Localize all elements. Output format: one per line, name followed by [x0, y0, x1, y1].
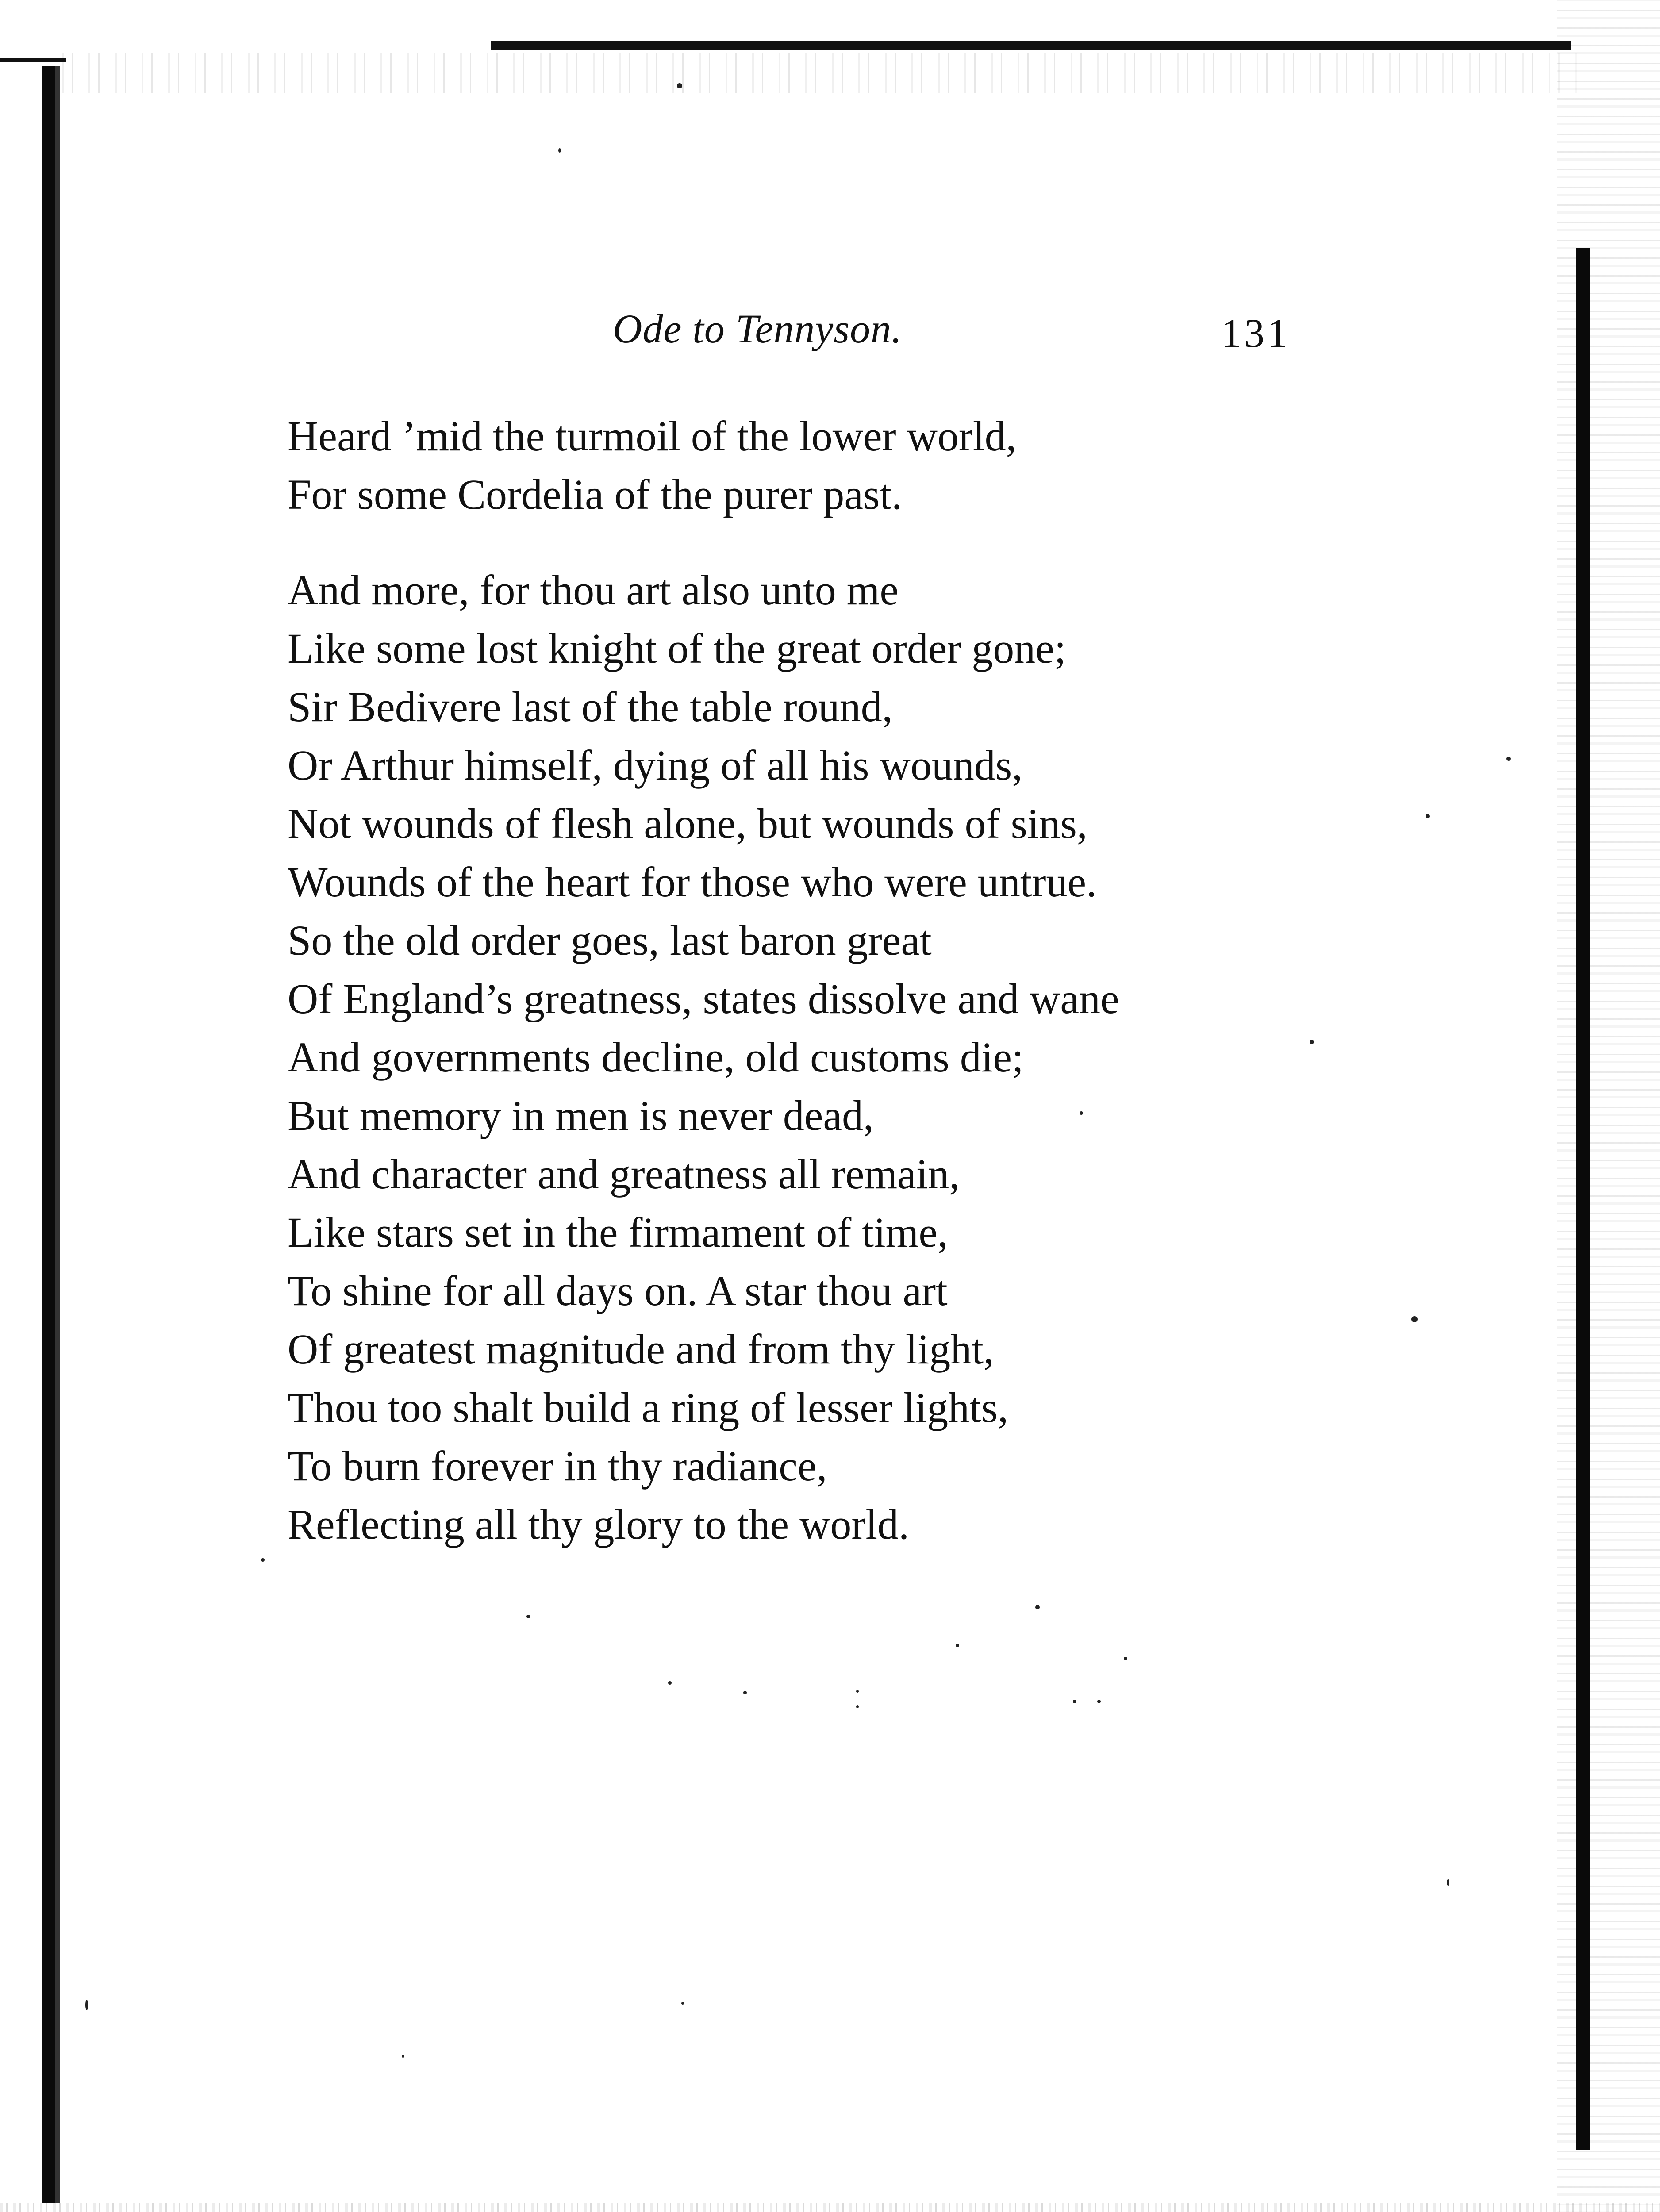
stanza	[288, 561, 1119, 1554]
running-title: Ode to Tennyson.	[613, 306, 903, 351]
ink-speck	[402, 2055, 404, 2058]
ink-speck	[1447, 1879, 1449, 1886]
scan-noise-top	[62, 53, 1579, 93]
ink-speck	[681, 2002, 684, 2005]
scan-noise-bottom	[0, 2203, 1660, 2212]
ink-speck	[261, 1558, 265, 1562]
poem-line: Thou too shalt build a ring of lesser lights,	[288, 1384, 1009, 1431]
ink-speck	[85, 2000, 88, 2010]
poem-line: And governments decline, old customs die;	[288, 1033, 1024, 1081]
poem-line: To burn forever in thy radiance,	[288, 1442, 827, 1490]
poem-line: Of greatest magnitude and from thy light,	[288, 1325, 994, 1373]
poem-line: Wounds of the heart for those who were untrue.	[288, 858, 1097, 906]
ink-speck	[677, 83, 682, 88]
ink-speck	[1073, 1700, 1076, 1703]
poem-line: But memory in men is never dead,	[288, 1092, 874, 1139]
poem-line: Like some lost knight of the great order gone;	[288, 625, 1066, 672]
ink-speck	[1426, 814, 1430, 818]
ink-speck	[856, 1690, 859, 1693]
scan-edge-top	[491, 41, 1571, 50]
poem-line: Or Arthur himself, dying of all his wounds,	[288, 741, 1023, 789]
poem-line: And more, for thou art also unto me	[288, 566, 899, 614]
poem-line: To shine for all days on. A star thou art	[288, 1267, 948, 1314]
ink-speck	[1310, 1040, 1314, 1044]
ink-speck	[558, 148, 561, 153]
ink-speck	[526, 1615, 530, 1618]
poem-line: Of England’s greatness, states dissolve and wane	[288, 975, 1119, 1022]
ink-speck	[743, 1691, 747, 1694]
poem-line: Sir Bedivere last of the table round,	[288, 683, 893, 730]
poem-line: Like stars set in the firmament of time,	[288, 1209, 948, 1256]
poem-line: So the old order goes, last baron great	[288, 917, 932, 964]
ink-speck	[856, 1705, 859, 1708]
poem-line: Reflecting all thy glory to the world.	[288, 1501, 910, 1548]
stanza	[288, 407, 1119, 524]
ink-speck	[1097, 1700, 1101, 1703]
scan-noise-right	[1557, 0, 1660, 2212]
ink-speck	[668, 1681, 672, 1685]
scan-edge-left	[42, 66, 55, 2203]
poem-line: And character and greatness all remain,	[288, 1150, 960, 1198]
ink-speck	[1035, 1605, 1040, 1609]
poem-body	[288, 407, 1119, 1591]
poem-line: Heard ’mid the turmoil of the lower world,	[288, 412, 1017, 460]
page-number: 131	[1221, 311, 1290, 356]
scan-edge-top-left	[0, 58, 66, 62]
ink-speck	[1411, 1316, 1418, 1322]
scan-edge-right	[1576, 248, 1590, 2150]
scan-edge-left-shadow	[55, 66, 60, 2203]
ink-speck	[1506, 757, 1511, 761]
ink-speck	[1124, 1657, 1127, 1660]
ink-speck	[956, 1644, 959, 1647]
poem-line: Not wounds of flesh alone, but wounds of sins,	[288, 800, 1087, 847]
poem-line: For some Cordelia of the purer past.	[288, 471, 902, 518]
